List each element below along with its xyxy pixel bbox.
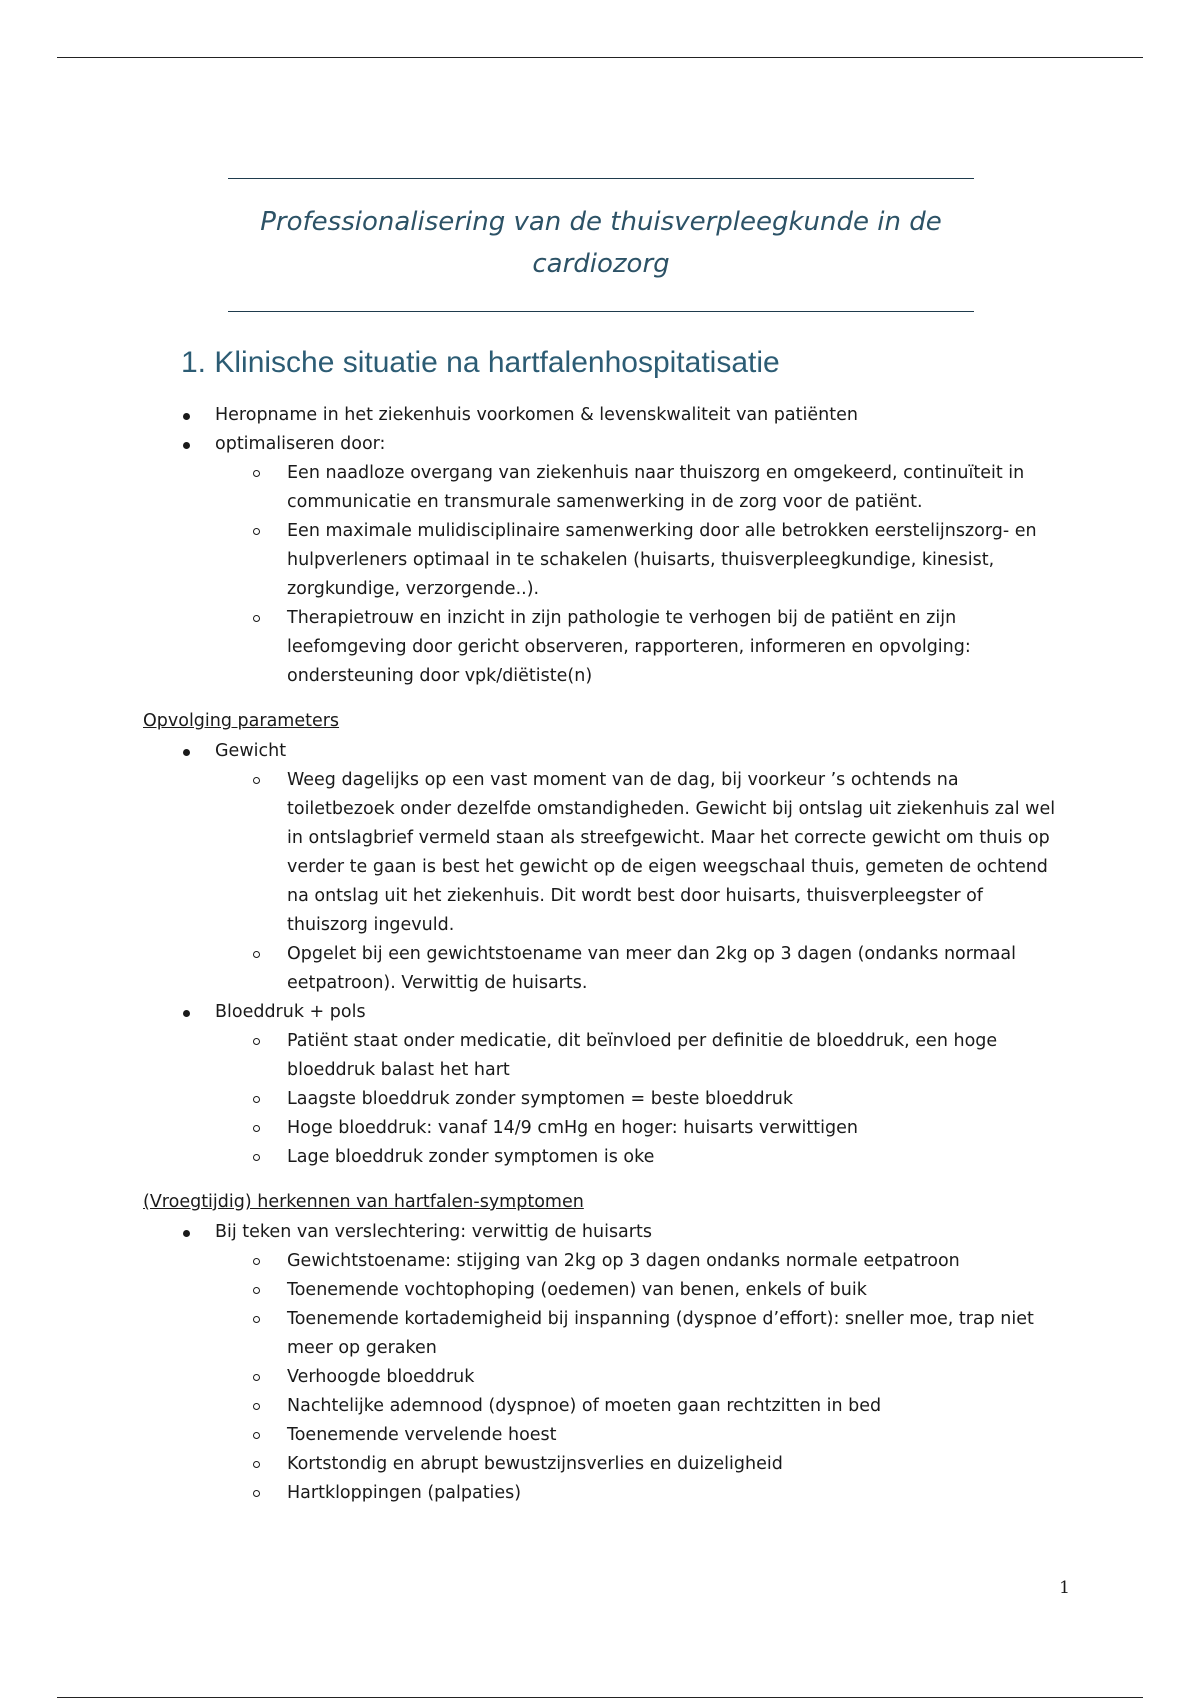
sub-list-item-text: Therapietrouw en inzicht in zijn pathologie te verhogen bij de patiënt en zijn leefomgeving door gericht observeren, rapporteren, informeren en opvolging: ondersteuning door vpk/diëtiste(n)	[287, 608, 971, 686]
circle-bullet-icon	[253, 1125, 260, 1132]
bloeddruk-sublist	[215, 1027, 1063, 1172]
list-item-text: Gewicht	[215, 741, 287, 761]
sub-list-item-text: Kortstondig en abrupt bewustzijnsverlies en duizeligheid	[287, 1454, 783, 1474]
sub-list-item	[215, 1085, 1063, 1114]
sub-list-item	[215, 1392, 1063, 1421]
sub-list-item	[215, 1363, 1063, 1392]
sub-list-item	[215, 1276, 1063, 1305]
circle-bullet-icon	[253, 1316, 260, 1323]
sub-list-item	[215, 1450, 1063, 1479]
sub-list-item	[215, 517, 1063, 604]
sub-list-item	[215, 1421, 1063, 1450]
sub-list-item-text: Verhoogde bloeddruk	[287, 1367, 475, 1387]
circle-bullet-icon	[253, 1258, 260, 1265]
circle-bullet-icon	[253, 1154, 260, 1161]
sub-list-item	[215, 1143, 1063, 1172]
sub-list-item	[215, 940, 1063, 998]
intro-sublist	[215, 459, 1063, 691]
bullet-icon	[183, 749, 190, 756]
intro-list	[143, 401, 1063, 691]
bullet-icon	[183, 413, 190, 420]
sub-list-item	[215, 1479, 1063, 1508]
list-item-text: optimaliseren door:	[215, 434, 386, 454]
circle-bullet-icon	[253, 470, 260, 477]
circle-bullet-icon	[253, 1287, 260, 1294]
symptomen-heading: (Vroegtijdig) herkennen van hartfalen-symptomen	[143, 1192, 584, 1212]
circle-bullet-icon	[253, 1461, 260, 1468]
list-item	[143, 1218, 1063, 1508]
sub-list-item-text: Toenemende vervelende hoest	[287, 1425, 557, 1445]
gewicht-sublist	[215, 766, 1063, 998]
circle-bullet-icon	[253, 1432, 260, 1439]
list-item-text: Bij teken van verslechtering: verwittig de huisarts	[215, 1222, 652, 1242]
sub-list-item-text: Hartkloppingen (palpaties)	[287, 1483, 522, 1503]
list-item	[143, 430, 1063, 691]
sub-list-item	[215, 1247, 1063, 1276]
circle-bullet-icon	[253, 1403, 260, 1410]
circle-bullet-icon	[253, 951, 260, 958]
sub-list-item-text: Lage bloeddruk zonder symptomen is oke	[287, 1147, 655, 1167]
symptomen-sublist	[215, 1247, 1063, 1508]
page-top-rule	[57, 57, 1143, 58]
circle-bullet-icon	[253, 615, 260, 622]
page-bottom-rule	[57, 1697, 1143, 1698]
document-title: Professionalisering van de thuisverpleegkunde in de cardiozorg	[260, 207, 942, 279]
sub-list-item	[215, 1027, 1063, 1085]
sub-list-item-text: Een naadloze overgang van ziekenhuis naar thuiszorg en omgekeerd, continuïteit in communicatie en transmurale samenwerking in de zorg voor de patiënt.	[287, 463, 1025, 512]
page-number: 1	[1059, 1578, 1070, 1598]
document-title-block	[228, 178, 974, 312]
sub-list-item-text: Gewichtstoename: stijging van 2kg op 3 dagen ondanks normale eetpatroon	[287, 1251, 960, 1271]
opvolging-list	[143, 737, 1063, 1172]
list-item	[143, 998, 1063, 1172]
symptomen-list	[143, 1218, 1063, 1508]
circle-bullet-icon	[253, 1490, 260, 1497]
bullet-icon	[183, 442, 190, 449]
sub-list-item-text: Een maximale mulidisciplinaire samenwerking door alle betrokken eerstelijnszorg- en hulpverleners optimaal in te schakelen (huisarts, thuisverpleegkundige, kinesist, zorgkundige, verzorgende..).	[287, 521, 1037, 599]
sub-list-item	[215, 766, 1063, 940]
sub-list-item-text: Nachtelijke ademnood (dyspnoe) of moeten gaan rechtzitten in bed	[287, 1396, 882, 1416]
sub-list-item	[215, 1305, 1063, 1363]
sub-list-item	[215, 459, 1063, 517]
list-item	[143, 401, 1063, 430]
circle-bullet-icon	[253, 1038, 260, 1045]
opvolging-heading: Opvolging parameters	[143, 711, 340, 731]
sub-list-item-text: Patiënt staat onder medicatie, dit beïnvloed per definitie de bloeddruk, een hoge bloeddruk balast het hart	[287, 1031, 998, 1080]
circle-bullet-icon	[253, 1374, 260, 1381]
circle-bullet-icon	[253, 1096, 260, 1103]
bullet-icon	[183, 1010, 190, 1017]
sub-list-item-text: Toenemende kortademigheid bij inspanning (dyspnoe d’effort): sneller moe, trap niet meer op geraken	[287, 1309, 1034, 1358]
list-item-text: Bloeddruk + pols	[215, 1002, 366, 1022]
document-body	[143, 343, 1063, 1508]
list-item-text: Heropname in het ziekenhuis voorkomen & levenskwaliteit van patiënten	[215, 405, 858, 425]
list-item	[143, 737, 1063, 998]
sub-list-item-text: Toenemende vochtophoping (oedemen) van benen, enkels of buik	[287, 1280, 867, 1300]
circle-bullet-icon	[253, 528, 260, 535]
circle-bullet-icon	[253, 777, 260, 784]
sub-list-item	[215, 1114, 1063, 1143]
title-bottom-rule	[228, 311, 974, 312]
sub-list-item	[215, 604, 1063, 691]
section-heading: 1. Klinische situatie na hartfalenhospitatisatie	[181, 346, 780, 379]
bullet-icon	[183, 1230, 190, 1237]
sub-list-item-text: Hoge bloeddruk: vanaf 14/9 cmHg en hoger: huisarts verwittigen	[287, 1118, 858, 1138]
sub-list-item-text: Opgelet bij een gewichtstoename van meer dan 2kg op 3 dagen (ondanks normaal eetpatroon). Verwittig de huisarts.	[287, 944, 1017, 993]
sub-list-item-text: Laagste bloeddruk zonder symptomen = beste bloeddruk	[287, 1089, 794, 1109]
sub-list-item-text: Weeg dagelijks op een vast moment van de dag, bij voorkeur ’s ochtends na toiletbezoek onder dezelfde omstandigheden. Gewicht bij ontslag uit ziekenhuis zal wel in ontslagbrief vermeld staan als streefgewicht. Maar het correcte gewicht om thuis op verder te gaan is best het gewicht op de eigen weegschaal thuis, gemeten de ochtend na ontslag uit het ziekenhuis. Dit wordt best door huisarts, thuisverpleegster of thuiszorg ingevuld.	[287, 770, 1056, 935]
